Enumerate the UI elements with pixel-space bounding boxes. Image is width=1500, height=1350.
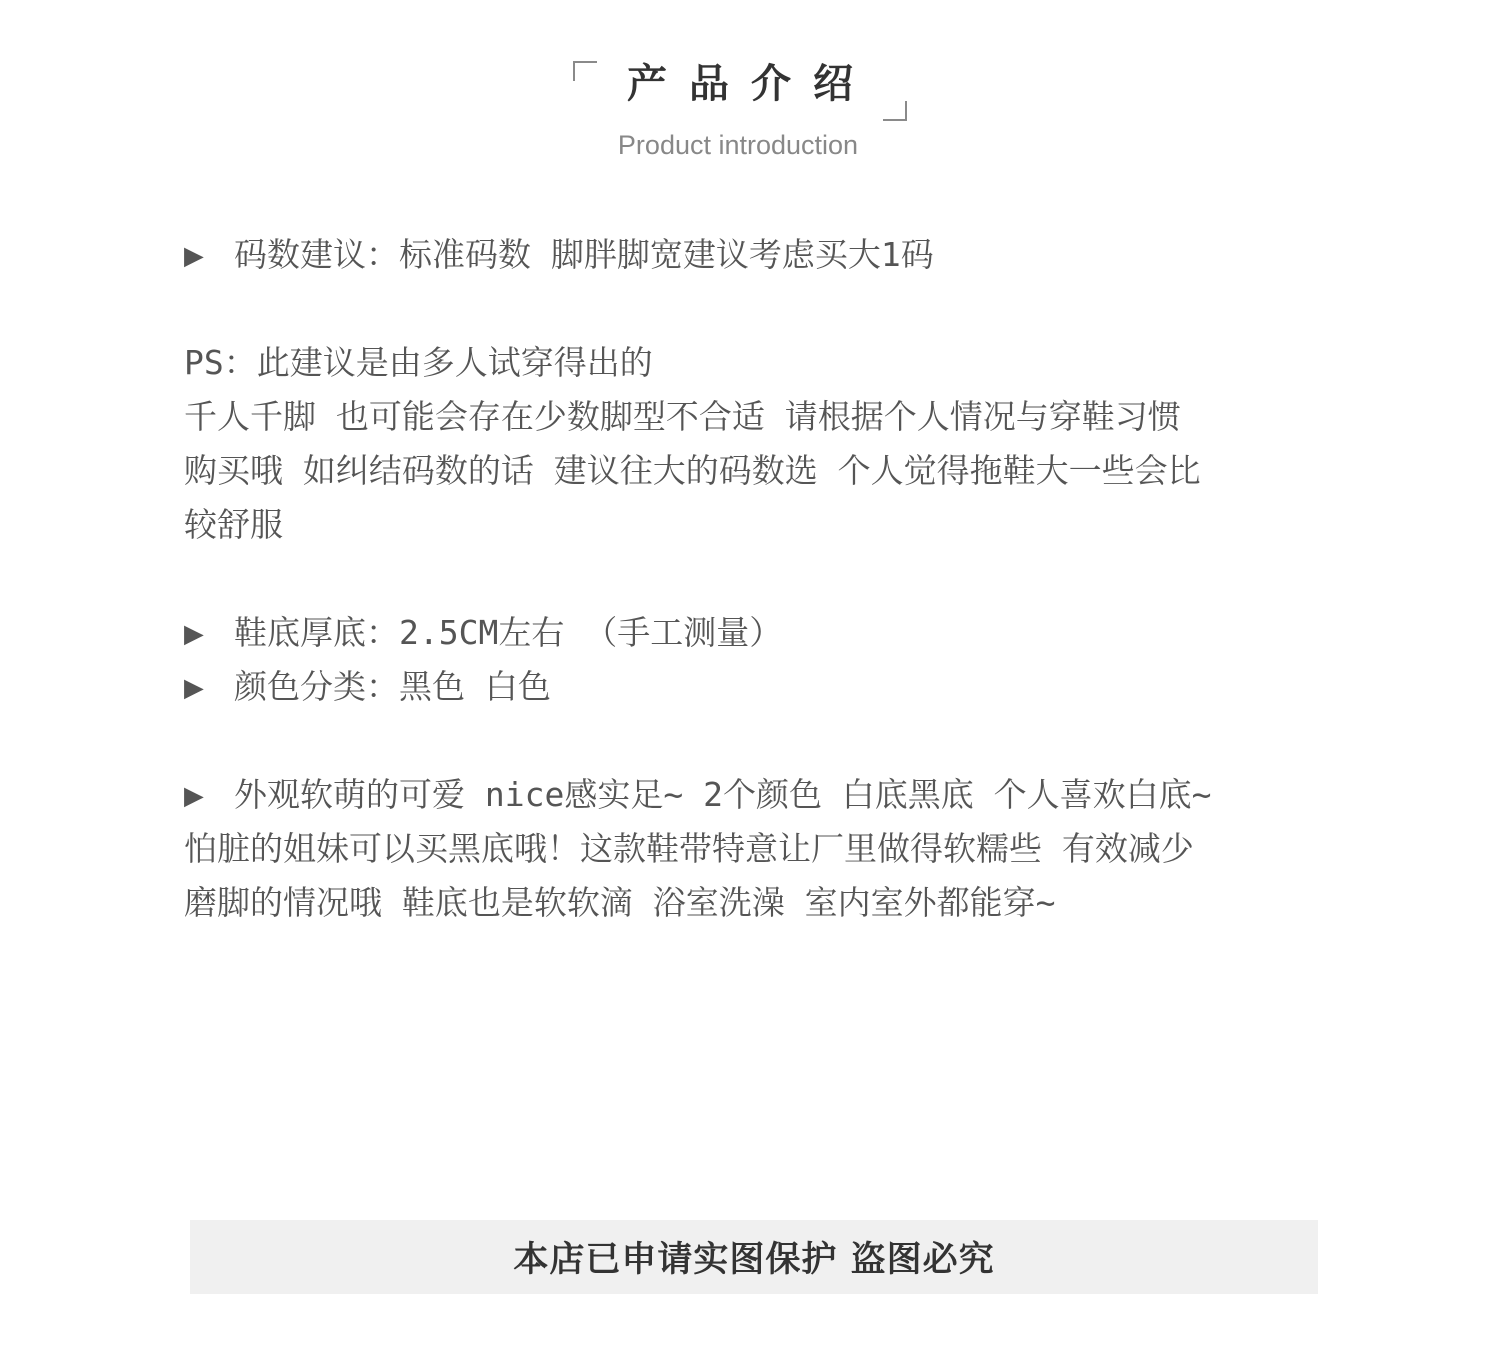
- ps-line: 千人千脚 也可能会存在少数脚型不合适 请根据个人情况与穿鞋习惯: [184, 397, 1181, 436]
- spacer: [184, 714, 1324, 768]
- description-line: 怕脏的姐妹可以买黑底哦！这款鞋带特意让厂里做得软糯些 有效减少: [184, 829, 1194, 868]
- copyright-notice-text: 本店已申请实图保护 盗图必究: [513, 1240, 995, 1280]
- spacer: [184, 282, 1324, 336]
- product-info: [184, 228, 1324, 930]
- sole-thickness-line: [184, 606, 1324, 660]
- colors-line: [184, 660, 1324, 714]
- bracket-corner-bottom-right: [883, 101, 907, 121]
- triangle-right-icon: ▶: [184, 667, 204, 706]
- section-subtitle: Product introduction: [617, 130, 859, 160]
- triangle-right-icon: ▶: [184, 613, 204, 652]
- ps-line: 购买哦 如纠结码数的话 建议往大的码数选 个人觉得拖鞋大一些会比: [184, 451, 1201, 490]
- description-line: [184, 768, 1324, 822]
- triangle-right-icon: ▶: [184, 235, 204, 274]
- copyright-notice-banner: [190, 1220, 1318, 1294]
- section-header: [0, 0, 1500, 180]
- colors-text: 颜色分类：黑色 白色: [234, 667, 551, 706]
- spacer: [184, 552, 1324, 606]
- bracket-corner-top-left: [573, 61, 597, 81]
- section-title: 产品介绍: [627, 61, 875, 107]
- description-text: 外观软萌的可爱 nice感实足~ 2个颜色 白底黑底 个人喜欢白底~: [234, 775, 1212, 814]
- triangle-right-icon: ▶: [184, 775, 204, 814]
- ps-line: 较舒服: [184, 505, 283, 544]
- ps-line: PS：此建议是由多人试穿得出的: [184, 343, 653, 382]
- description-line: 磨脚的情况哦 鞋底也是软软滴 浴室洗澡 室内室外都能穿~: [184, 883, 1056, 922]
- sole-thickness-text: 鞋底厚底：2.5CM左右 （手工测量）: [234, 613, 783, 652]
- size-advice-line: [184, 228, 1324, 282]
- size-advice-text: 码数建议：标准码数 脚胖脚宽建议考虑买大1码: [234, 235, 934, 274]
